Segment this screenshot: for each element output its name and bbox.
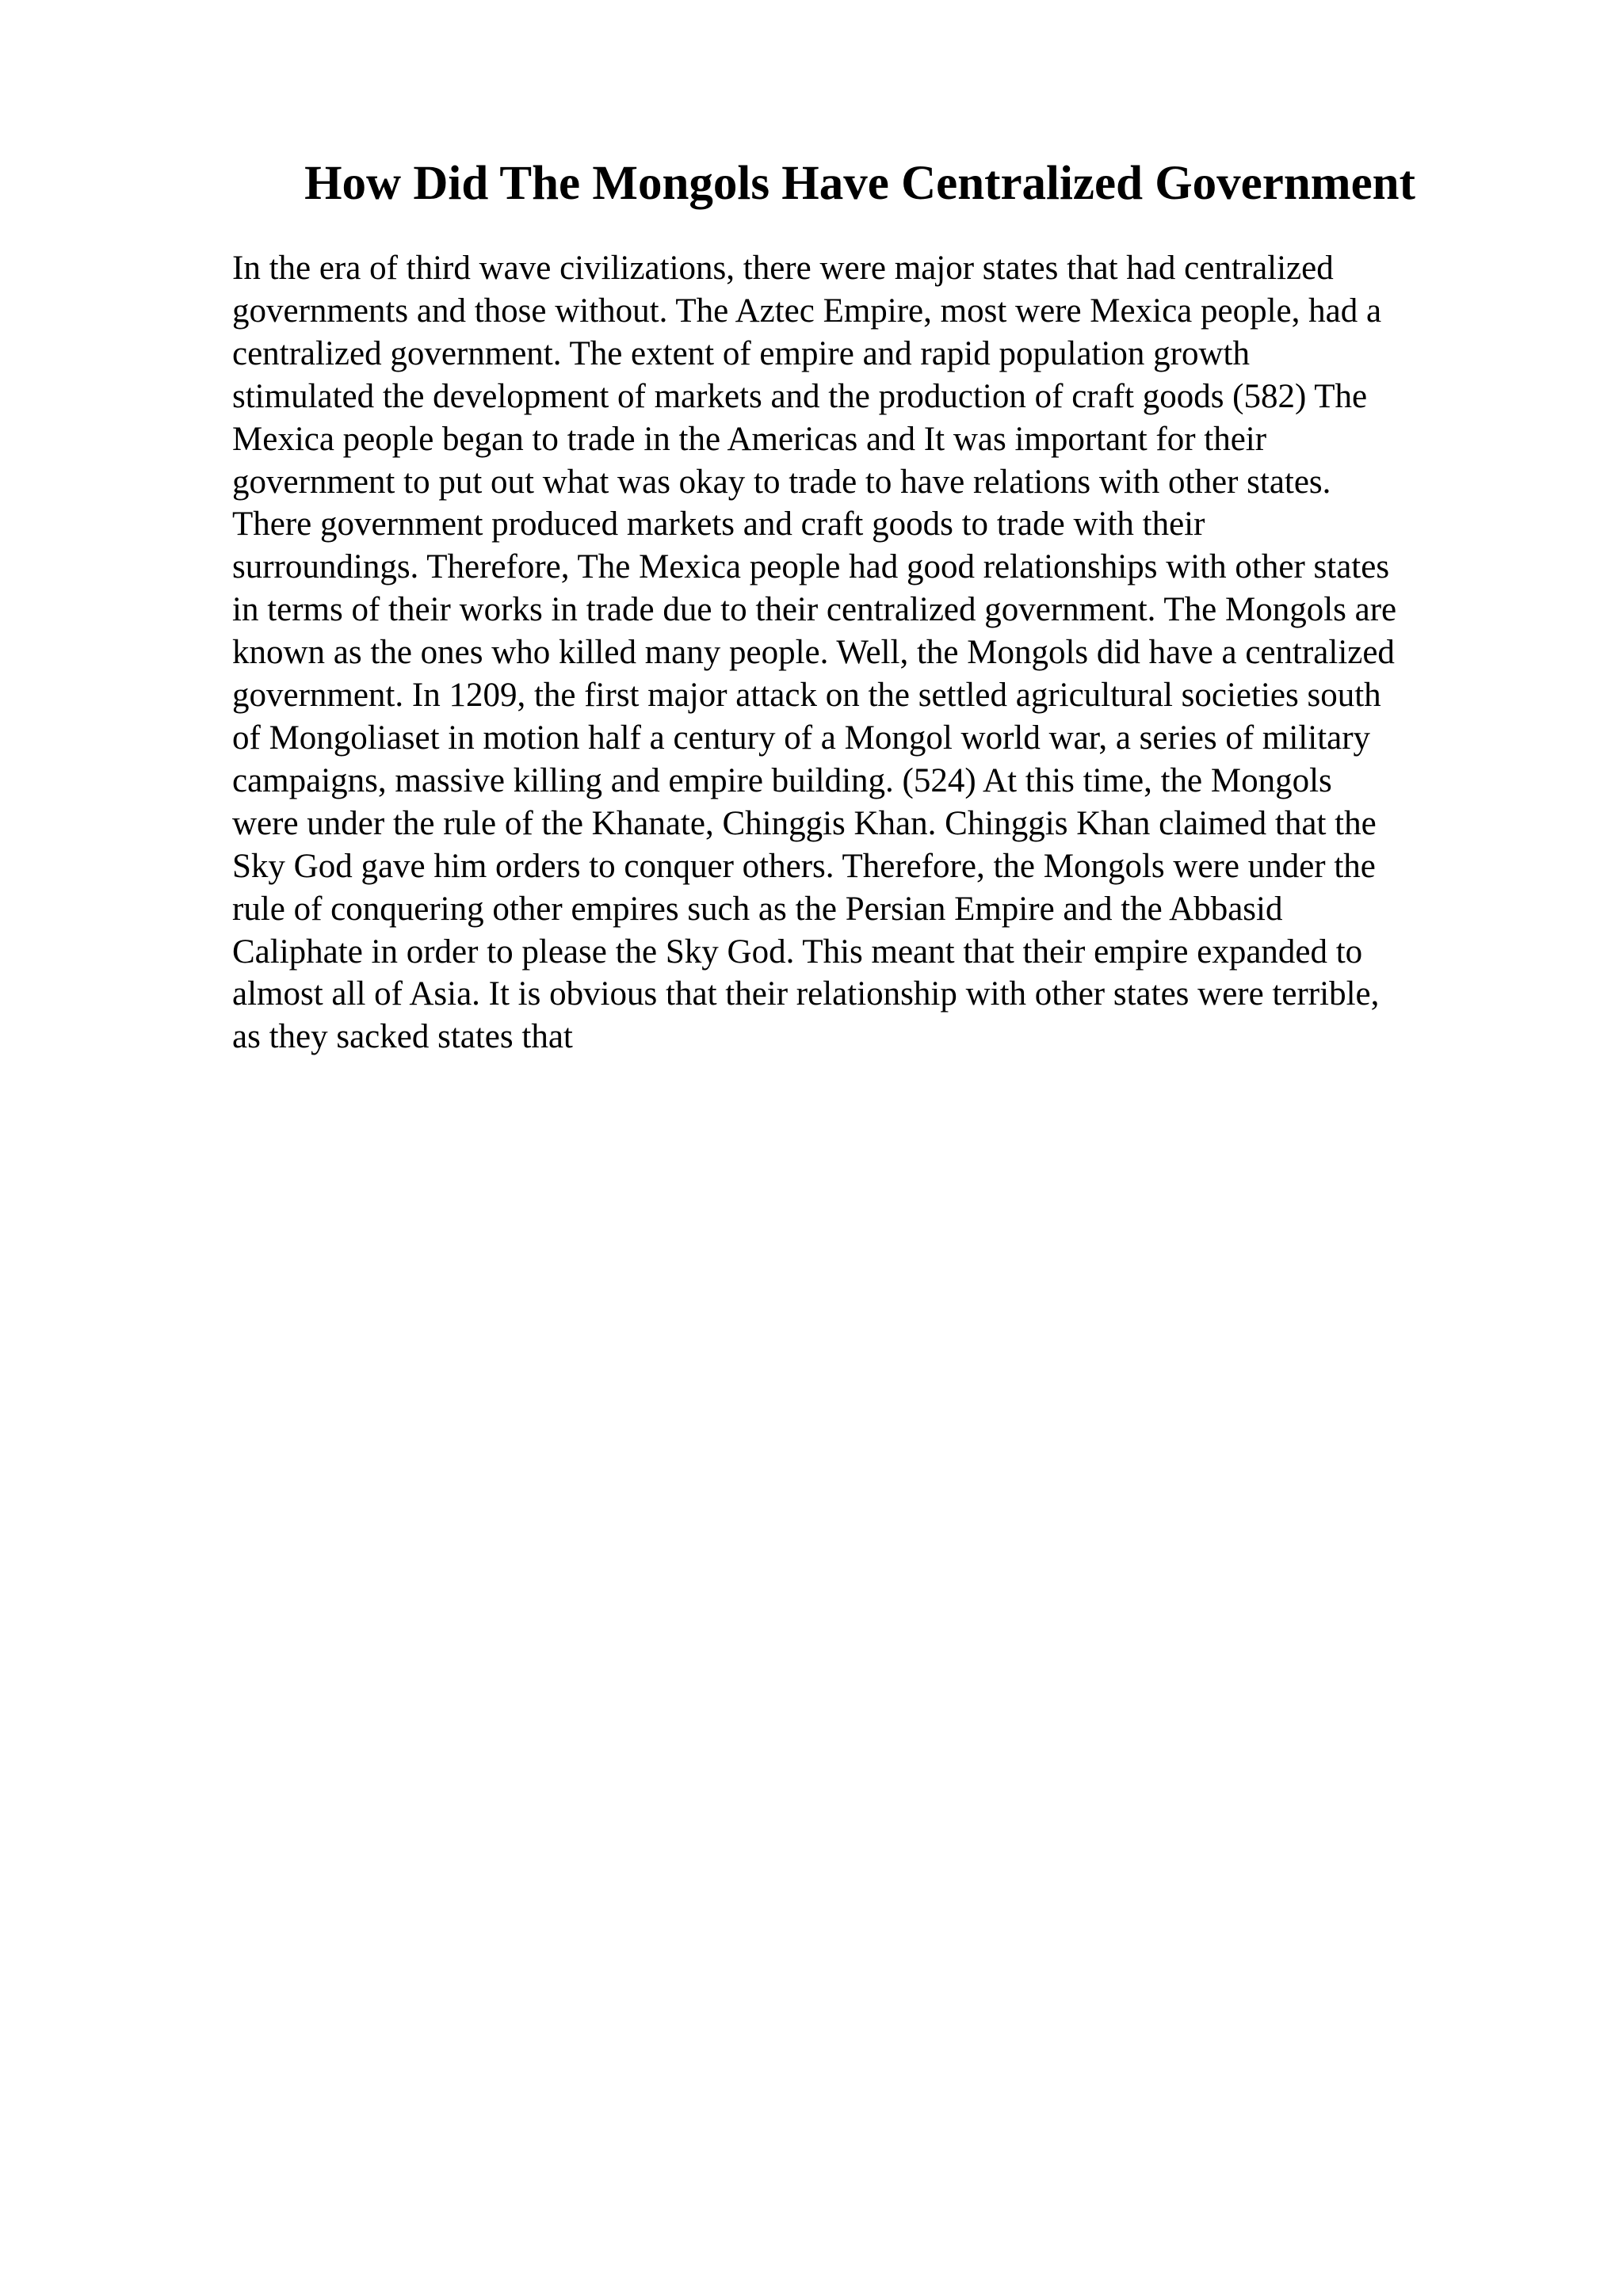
body-line: stimulated the development of markets and the production of craft goods (582) The — [232, 377, 1368, 415]
body-line: government to put out what was okay to trade to have relations with other states. — [232, 463, 1331, 501]
body-line: were under the rule of the Khanate, Chinggis Khan. Chinggis Khan claimed that the — [232, 804, 1377, 842]
body-line: surroundings. Therefore, The Mexica people had good relationships with other states — [232, 548, 1390, 586]
body-line: governments and those without. The Aztec Empire, most were Mexica people, had a — [232, 292, 1382, 330]
body-line: almost all of Asia. It is obvious that their relationship with other states were terrible, — [232, 975, 1380, 1013]
body-line: Mexica people began to trade in the Americas and It was important for their — [232, 420, 1267, 458]
body-line: In the era of third wave civilizations, there were major states that had centralized — [232, 250, 1334, 287]
body-line: There government produced markets and craft goods to trade with their — [232, 505, 1205, 543]
body-line: government. In 1209, the first major attack on the settled agricultural societies south — [232, 677, 1381, 715]
body-line: known as the ones who killed many people. Well, the Mongols did have a centralized — [232, 634, 1395, 672]
document-title: How Did The Mongols Have Centralized Government — [304, 157, 1415, 210]
body-line: of Mongoliaset in motion half a century of a Mongol world war, a series of military — [232, 719, 1371, 757]
body-line: Caliphate in order to please the Sky God. This meant that their empire expanded to — [232, 933, 1363, 971]
body-line: as they sacked states that — [232, 1018, 573, 1056]
body-line: rule of conquering other empires such as the Persian Empire and the Abbasid — [232, 890, 1283, 928]
body-line: centralized government. The extent of empire and rapid population growth — [232, 334, 1250, 372]
body-line: in terms of their works in trade due to their centralized government. The Mongols are — [232, 591, 1397, 629]
document-body — [232, 247, 1532, 1058]
body-line: Sky God gave him orders to conquer others. Therefore, the Mongols were under the — [232, 847, 1376, 885]
body-line: campaigns, massive killing and empire building. (524) At this time, the Mongols — [232, 761, 1332, 799]
